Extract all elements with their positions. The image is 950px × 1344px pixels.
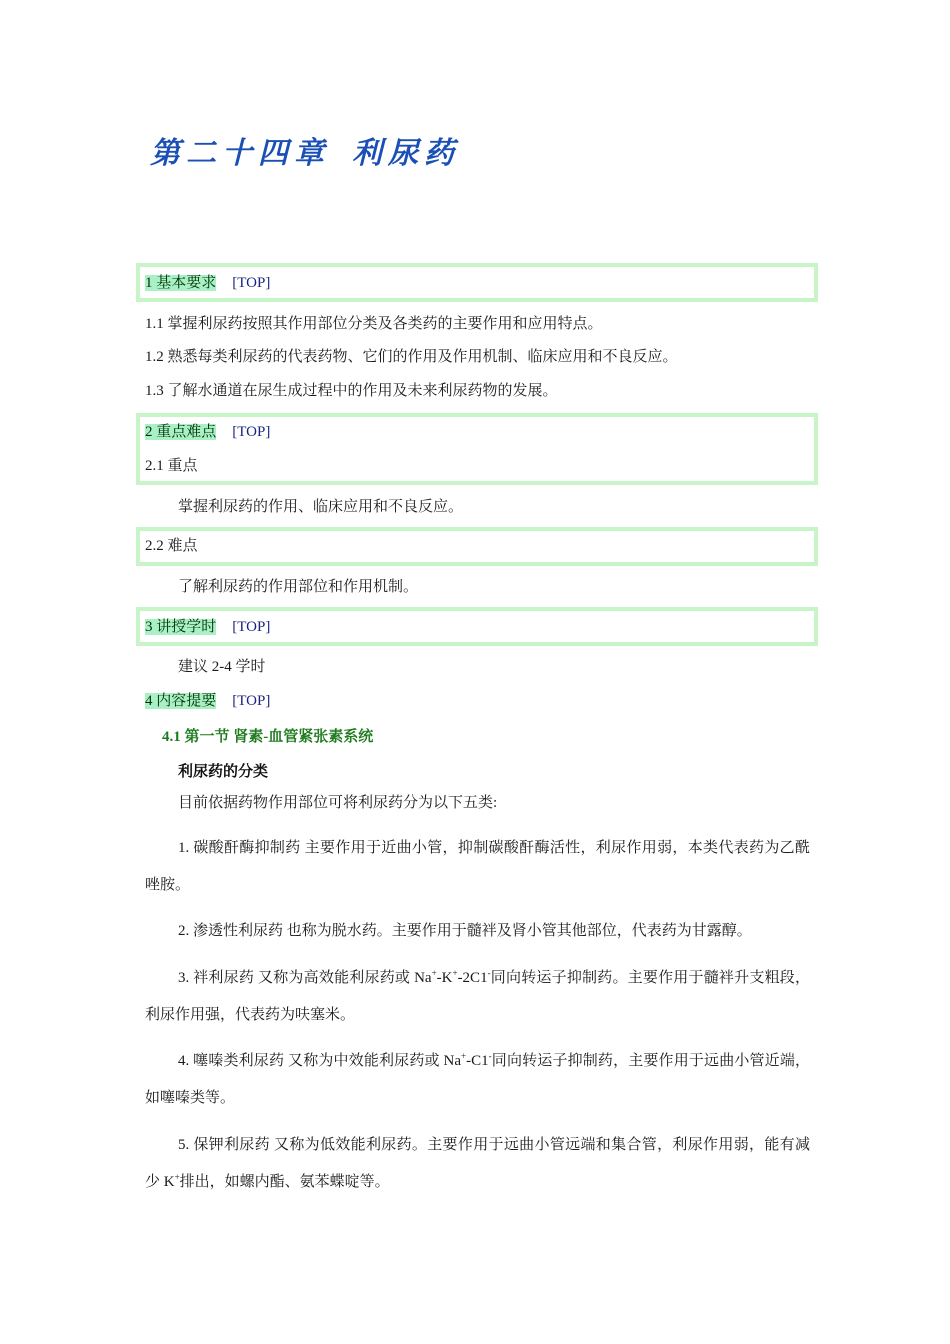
requirement-1-1: 1.1 掌握利尿药按照其作用部位分类及各类药的主要作用和应用特点。: [145, 316, 603, 332]
p5-text-b: 排出，如螺内酯、氨苯蝶啶等。: [179, 1174, 390, 1190]
sup-minus: -: [487, 968, 491, 978]
p4-text-c: 同向转运子抑制药，主要作用于远曲小管近端，如噻嗪类等。: [145, 1053, 810, 1106]
p3-text-d: 同向转运子抑制药。主要作用于髓袢升支粗段，利尿作用强，代表药为呋塞米。: [145, 970, 810, 1023]
p3-text-a: 3. 袢利尿药 又称为高效能利尿药或 Na: [178, 970, 432, 986]
chapter-number: 第二十四章: [150, 137, 330, 170]
difficult-points-text: 了解利尿药的作用部位和作用机制。: [178, 579, 419, 595]
p4-text-a: 4. 噻嗪类利尿药 又称为中效能利尿药或 Na: [178, 1053, 462, 1069]
section-1-top-link[interactable]: [TOP]: [232, 275, 271, 291]
section-3-title: 3 讲授学时: [145, 619, 217, 635]
section-3-heading: [145, 617, 270, 637]
p5-text-a: 5. 保钾利尿药 又称为低效能利尿药。主要作用于远曲小管远端和集合管，利尿作用弱，能有减少 K: [145, 1137, 810, 1190]
paragraph-5: [145, 1127, 810, 1201]
subsection-2-1: 2.1 重点: [145, 458, 198, 474]
key-points-text: 掌握利尿药的作用、临床应用和不良反应。: [178, 499, 464, 515]
sup-plus: +: [174, 1172, 180, 1182]
section-4-heading: [145, 691, 270, 711]
chapter-title: [150, 128, 460, 172]
p4-text-b: -C1: [466, 1053, 489, 1069]
section-2-title: 2 重点难点: [145, 424, 217, 440]
section-4-title: 4 内容提要: [145, 693, 217, 709]
chapter-name: 利尿药: [352, 137, 460, 170]
classification-intro: 目前依据药物作用部位可将利尿药分为以下五类:: [178, 795, 498, 811]
requirement-1-2: 1.2 熟悉每类利尿药的代表药物、它们的作用及作用机制、临床应用和不良反应。: [145, 349, 678, 365]
section-1-heading: [145, 273, 270, 293]
p3-text-b: -K: [436, 970, 453, 986]
section-2-top-link[interactable]: [TOP]: [232, 424, 271, 440]
subsection-2-2-box: [136, 527, 818, 566]
paragraph-1: 1. 碳酸酐酶抑制药 主要作用于近曲小管，抑制碳酸酐酶活性，利尿作用弱，本类代表药为乙酰唑胺。: [145, 840, 810, 893]
paragraph-4: [145, 1043, 810, 1117]
subsection-4-1: 4.1 第一节 肾素-血管紧张素系统: [162, 729, 374, 745]
requirement-1-3: 1.3 了解水通道在尿生成过程中的作用及未来利尿药物的发展。: [145, 383, 558, 399]
sup-plus: +: [431, 968, 437, 978]
section-3-top-link[interactable]: [TOP]: [232, 619, 271, 635]
teaching-hours-text: 建议 2-4 学时: [178, 659, 266, 675]
paragraph-3: [145, 960, 810, 1034]
classification-title: 利尿药的分类: [178, 764, 269, 780]
section-1-title: 1 基本要求: [145, 275, 217, 291]
section-4-top-link[interactable]: [TOP]: [232, 693, 271, 709]
subsection-2-2: 2.2 难点: [145, 538, 198, 554]
sup-minus: -: [488, 1051, 492, 1061]
sup-plus: +: [461, 1051, 467, 1061]
p3-text-c: -2C1: [457, 970, 488, 986]
sup-plus: +: [452, 968, 458, 978]
paragraph-2: 2. 渗透性利尿药 也称为脱水药。主要作用于髓袢及肾小管其他部位，代表药为甘露醇。: [178, 923, 752, 939]
section-2-heading: [145, 422, 270, 442]
